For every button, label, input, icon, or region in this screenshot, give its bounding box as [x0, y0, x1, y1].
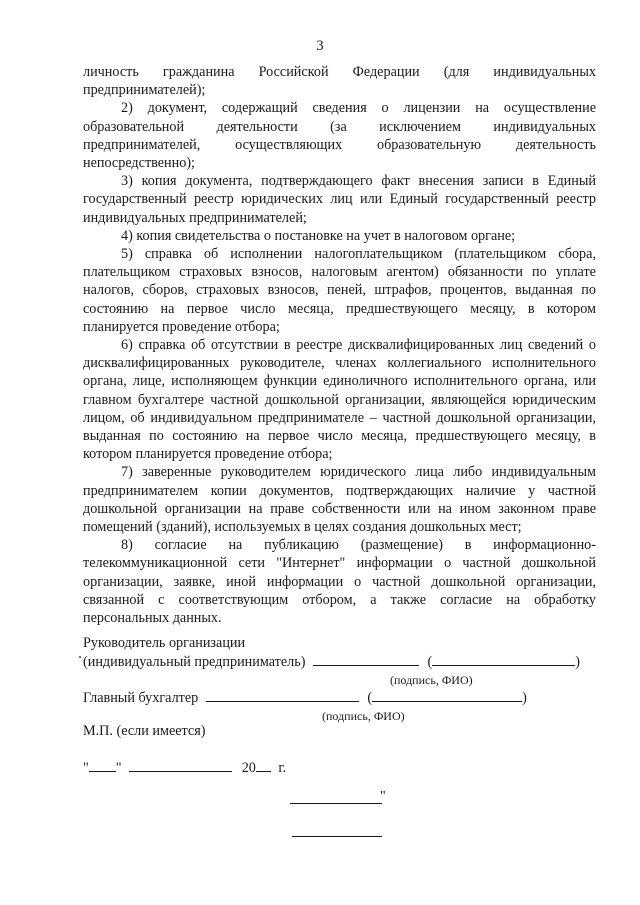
page-number: 3: [316, 38, 324, 54]
head-signature-row: [83, 652, 603, 671]
document-body: [83, 63, 596, 627]
head-signature-line: [313, 652, 419, 666]
paragraph-1: личность гражданина Российской Федерации (для индивидуальных предпринимателей);: [83, 64, 596, 99]
accountant-signature-line: [206, 688, 359, 702]
date-day-line: [89, 758, 116, 772]
paragraph-7: 7) заверенные руководителем юридического лица либо индивидуальным предпринимателем копии документов, подтверждающих наличие у частной дошкольной организации на праве собственности или на ином законном праве помещений (зданий), используемых в целях создания дошкольных мест;: [83, 464, 596, 536]
head-title-line2: (индивидуальный предприниматель): [83, 654, 306, 670]
date-year-suffix: г.: [278, 760, 287, 776]
accountant-caption: (подпись, ФИО): [322, 709, 405, 723]
date-row: [83, 758, 603, 777]
scan-mark: [79, 656, 82, 660]
closing-quote: ": [380, 789, 386, 804]
paragraph-3: 3) копия документа, подтверждающего факт внесения записи в Единый государственный реестр юридических лиц или Единый государственный реестр индивидуальных предпринимателей;: [83, 173, 596, 226]
head-open-paren: (: [427, 654, 433, 670]
date-quote-open: ": [83, 760, 89, 776]
accountant-name-line: [372, 688, 522, 702]
head-caption: (подпись, ФИО): [390, 673, 473, 687]
head-close-paren: ): [575, 654, 580, 670]
date-year-prefix: 20: [241, 760, 256, 776]
stamp-label: М.П. (если имеется): [83, 723, 206, 739]
date-quote-close: ": [115, 760, 122, 776]
paragraph-2: 2) документ, содержащий сведения о лицензии на осуществление образовательной деятельности (за исключением индивидуальных предпринимателей, осуществляющих образовательную деятельность непосредственно);: [83, 100, 596, 172]
accountant-title: Главный бухгалтер: [83, 690, 199, 706]
head-title-line1: Руководитель организации: [83, 635, 246, 651]
paragraph-4: 4) копия свидетельства о постановке на учет в налоговом органе;: [121, 227, 516, 244]
paragraph-6: 6) справка об отсутствии в реестре дисквалифицированных лиц сведений о дисквалифицированных руководителе, членах коллегиального исполнительного органа, лице, исполняющем функции единоличного исполнительного органа, или главном бухгалтере частной дошкольной организации, являющейся юридическим лицом, об индивидуальном предпринимателе – частной дошкольной организации, выданная по состоянию на первое число месяца, предшествующего месяцу, в котором планируется проведение отбора;: [83, 337, 596, 463]
paragraph-5: 5) справка об исполнении налогоплательщиком (плательщиком сбора, плательщиком страховых взносов, налоговым агентом) обязанности по уплате налогов, сборов, страховых взносов, пеней, штрафов, процентов, выданная по состоянию на первое число месяца, предшествующего месяцу, в котором планируется проведение отбора;: [83, 246, 596, 335]
accountant-close-paren: ): [522, 690, 527, 706]
date-month-line: [129, 758, 232, 772]
head-name-line: [432, 652, 575, 666]
closing-rule-2: [292, 836, 382, 837]
date-year-line: [256, 758, 271, 772]
paragraph-8: 8) согласие на публикацию (размещение) в информационно-телекоммуникационной сети "Интернет" информации о частной дошкольной организации, заявке, иной информации о частной дошкольной организации, связанной с соответствующим отбором, а также согласие на обработку персональных данных.: [83, 537, 596, 627]
closing-rule-1: [290, 803, 382, 804]
accountant-open-paren: (: [367, 690, 373, 706]
accountant-signature-row: [83, 688, 603, 707]
